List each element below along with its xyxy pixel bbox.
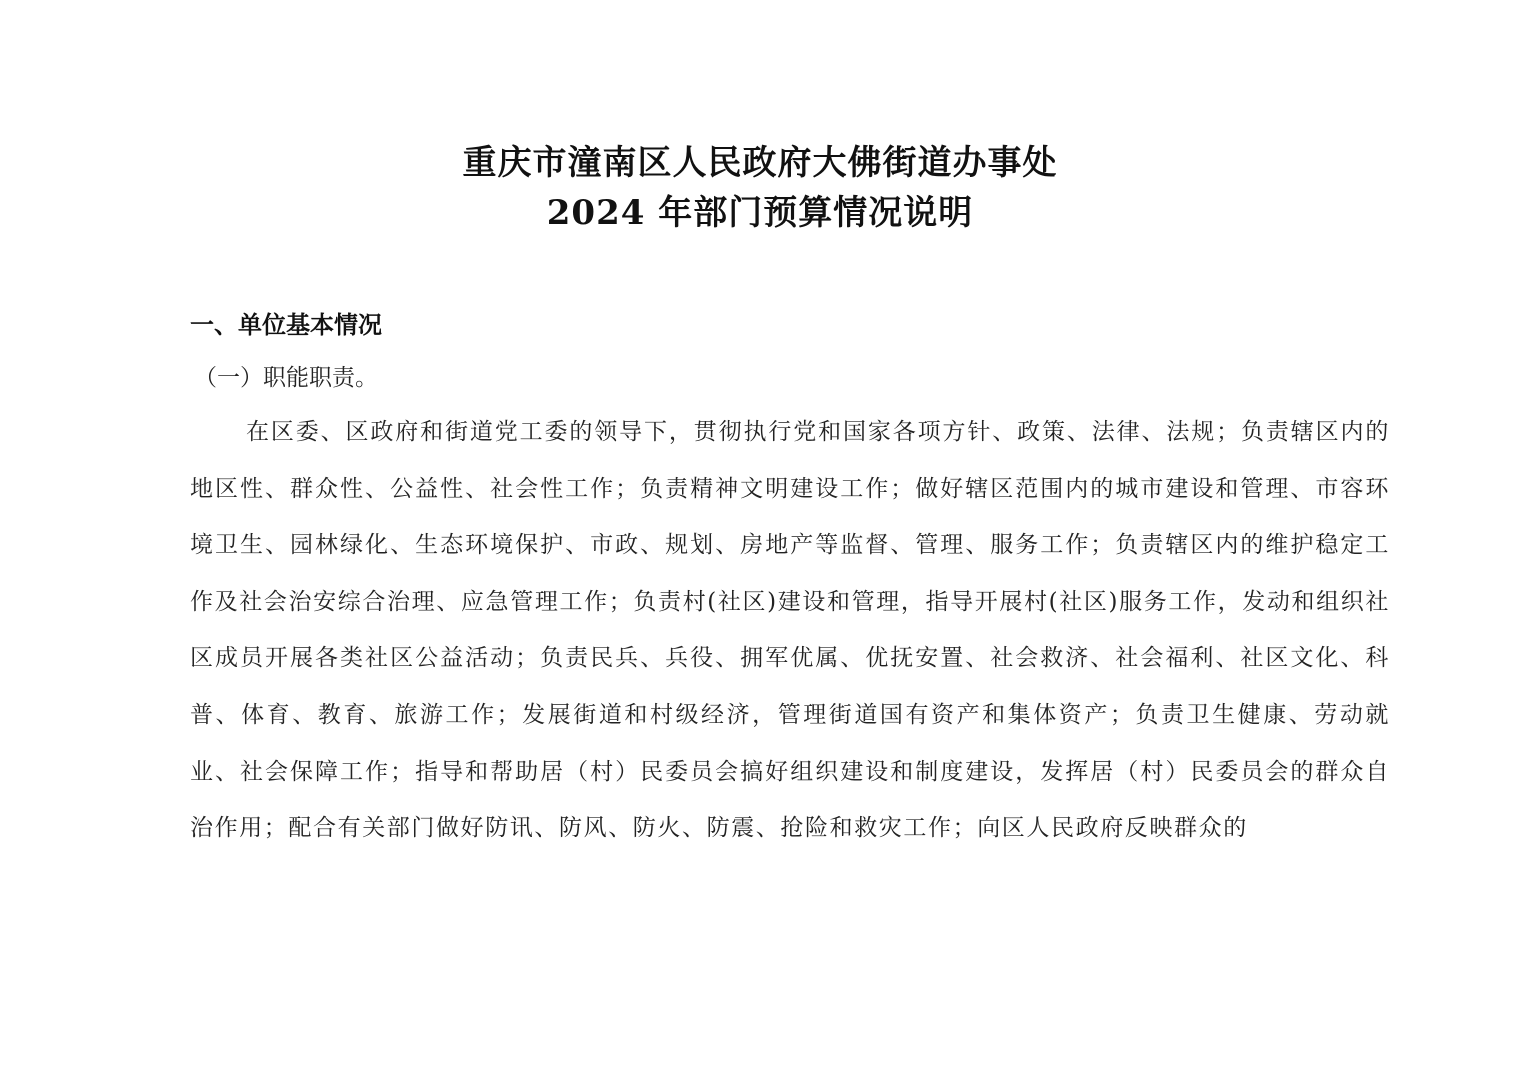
document-body — [190, 306, 1390, 857]
title-line-1: 重庆市潼南区人民政府大佛街道办事处 — [462, 143, 1058, 183]
duties-paragraph: 在区委、区政府和街道党工委的领导下，贯彻执行党和国家各项方针、政策、法律、法规；负责辖区内的地区性、群众性、公益性、社会性工作；负责精神文明建设工作；做好辖区范围内的城市建设和管理、市容环境卫生、园林绿化、生态环境保护、市政、规划、房地产等监督、管理、服务工作；负责辖区内的维护稳定工作及社会治安综合治理、应急管理工作；负责村(社区)建设和管理，指导开展村(社区)服务工作，发动和组织社区成员开展各类社区公益活动；负责民兵、兵役、拥军优属、优抚安置、社会救济、社会福利、社区文化、科普、体育、教育、旅游工作；发展街道和村级经济，管理街道国有资产和集体资产；负责卫生健康、劳动就业、社会保障工作；指导和帮助居（村）民委员会搞好组织建设和制度建设，发挥居（村）民委员会的群众自治作用；配合有关部门做好防讯、防风、防火、防震、抢险和救灾工作；向区人民政府反映群众的 — [190, 419, 1390, 842]
section-heading-unit-basic-info: 一、单位基本情况 — [190, 311, 382, 339]
document-title — [0, 138, 1520, 238]
title-line-2: 2024 年部门预算情况说明 — [546, 193, 974, 233]
sub-heading-duties: （一）职能职责。 — [194, 365, 378, 391]
